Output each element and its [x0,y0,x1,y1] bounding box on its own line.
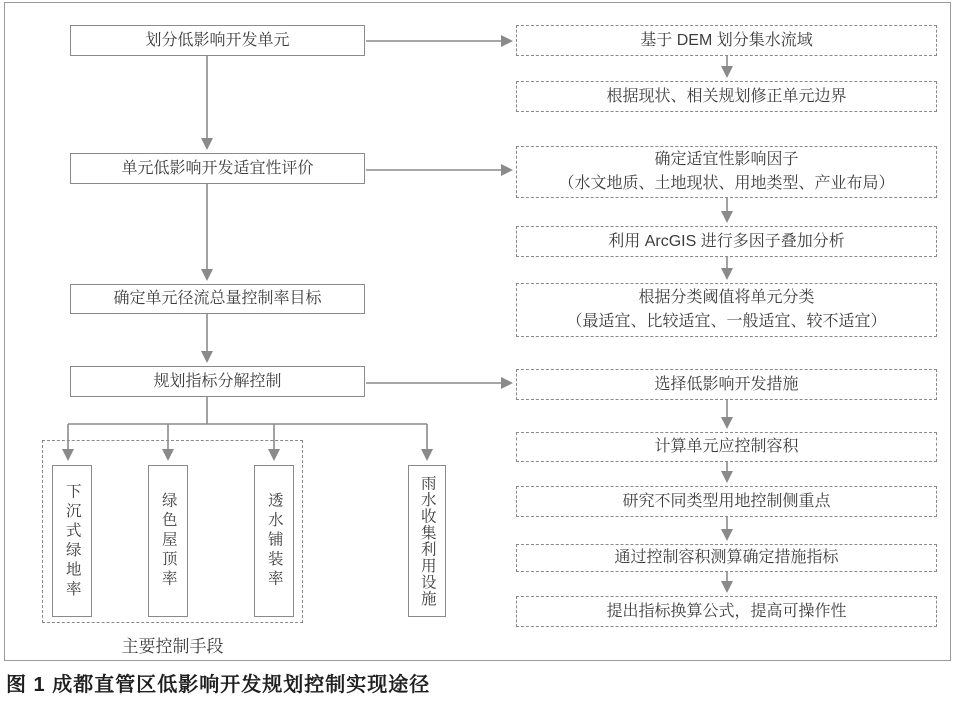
measures-group-label: 主要控制手段 [121,637,224,656]
step-suitability-evaluation: 单元低影响开发适宜性评价 [70,153,365,184]
substep-classify-units-line1: 根据分类阈值将单元分类 [638,289,815,306]
figure-caption: 图 1 成都直管区低影响开发规划控制实现途径 [6,674,431,696]
step-index-decomposition: 规划指标分解控制 [70,366,365,397]
substep-conversion-formula: 提出指标换算公式，提高可操作性 [516,596,937,627]
substep-classify-units [516,283,937,337]
substep-dem-watershed: 基于 DEM 划分集水流域 [516,25,937,56]
substep-suitability-factors [516,146,937,198]
substep-landuse-focus: 研究不同类型用地控制侧重点 [516,486,937,517]
measure-green-roof-rate: 绿色屋顶率 [148,465,188,617]
measure-sunken-green-rate: 下沉式绿地率 [52,465,92,617]
substep-measure-indicators: 通过控制容积测算确定措施指标 [516,544,937,572]
measure-rainwater-facility: 雨水收集利用设施 [408,465,446,617]
substep-suitability-factors-line2: （水文地质、土地现状、用地类型、产业布局） [558,175,895,192]
substep-suitability-factors-line1: 确定适宜性影响因子 [654,151,799,168]
substep-revise-boundaries: 根据现状、相关规划修正单元边界 [516,81,937,112]
step-divide-lid-units: 划分低影响开发单元 [70,25,365,56]
substep-select-measures: 选择低影响开发措施 [516,369,937,400]
substep-arcgis-overlay: 利用 ArcGIS 进行多因子叠加分析 [516,226,937,257]
measure-permeable-paving-rate: 透水铺装率 [254,465,294,617]
substep-classify-units-line2: （最适宜、比较适宜、一般适宜、较不适宜） [566,313,887,330]
substep-calc-volume: 计算单元应控制容积 [516,432,937,462]
step-runoff-control-target: 确定单元径流总量控制率目标 [70,284,365,314]
